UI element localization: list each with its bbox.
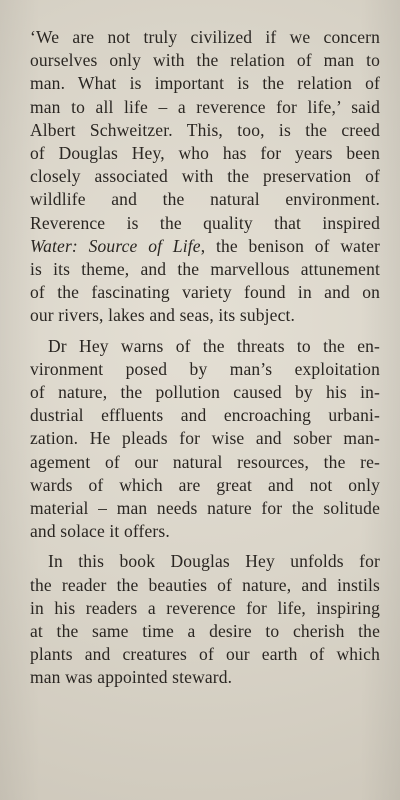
text-line: vironment posed by man’s exploitation (30, 358, 380, 379)
text-line: Reverence is the quality that inspired (30, 212, 380, 233)
text-line: ourselves only with the relation of man to (30, 50, 380, 71)
text-line: the reader the beauties of nature, and instils (30, 574, 380, 595)
jacket-text (30, 26, 380, 690)
paragraph-3 (30, 550, 380, 689)
text-line: closely associated with the preservation of (30, 166, 380, 187)
text-line: agement of our natural resources, the re- (30, 451, 380, 472)
text-line: plants and creatures of our earth of which (30, 644, 380, 665)
text-line: man. What is important is the relation of (30, 73, 380, 94)
text-line: in his readers a reverence for life, inspiring (30, 597, 380, 618)
text-line: of Douglas Hey, who has for years been (30, 143, 380, 164)
text-line: is its theme, and the marvellous attunement (30, 259, 380, 280)
text-line: man was appointed steward. (30, 667, 233, 688)
text-line: ‘We are not truly civilized if we concern (30, 27, 380, 47)
text-line: wards of which are great and not only (30, 474, 380, 495)
text-line: at the same time a desire to cherish the (30, 621, 380, 642)
text-line: Dr Hey warns of the threats to the en- (48, 335, 380, 356)
text-line-rest: , the benison of water (200, 235, 381, 256)
text-line: wildlife and the natural environment. (30, 189, 380, 210)
text-line: of the fascinating variety found in and on (30, 282, 380, 303)
text-line: and solace it offers. (30, 521, 170, 542)
text-line: zation. He pleads for wise and sober man- (30, 428, 380, 449)
paragraph-1 (30, 26, 380, 328)
book-title-italic: Water: Source of Life (30, 235, 201, 256)
text-line: of nature, the pollution caused by his in- (30, 382, 380, 403)
text-line: dustrial effluents and encroaching urbani- (30, 405, 380, 426)
text-line: our rivers, lakes and seas, its subject. (30, 305, 296, 326)
text-line: Albert Schweitzer. This, too, is the creed (30, 119, 380, 140)
text-line: material – man needs nature for the solitude (30, 498, 380, 519)
text-line: man to all life – a reverence for life,’ said (30, 96, 380, 117)
text-line-with-italic-title (30, 235, 380, 258)
paragraph-2 (30, 335, 380, 544)
text-line: In this book Douglas Hey unfolds for (48, 551, 380, 572)
